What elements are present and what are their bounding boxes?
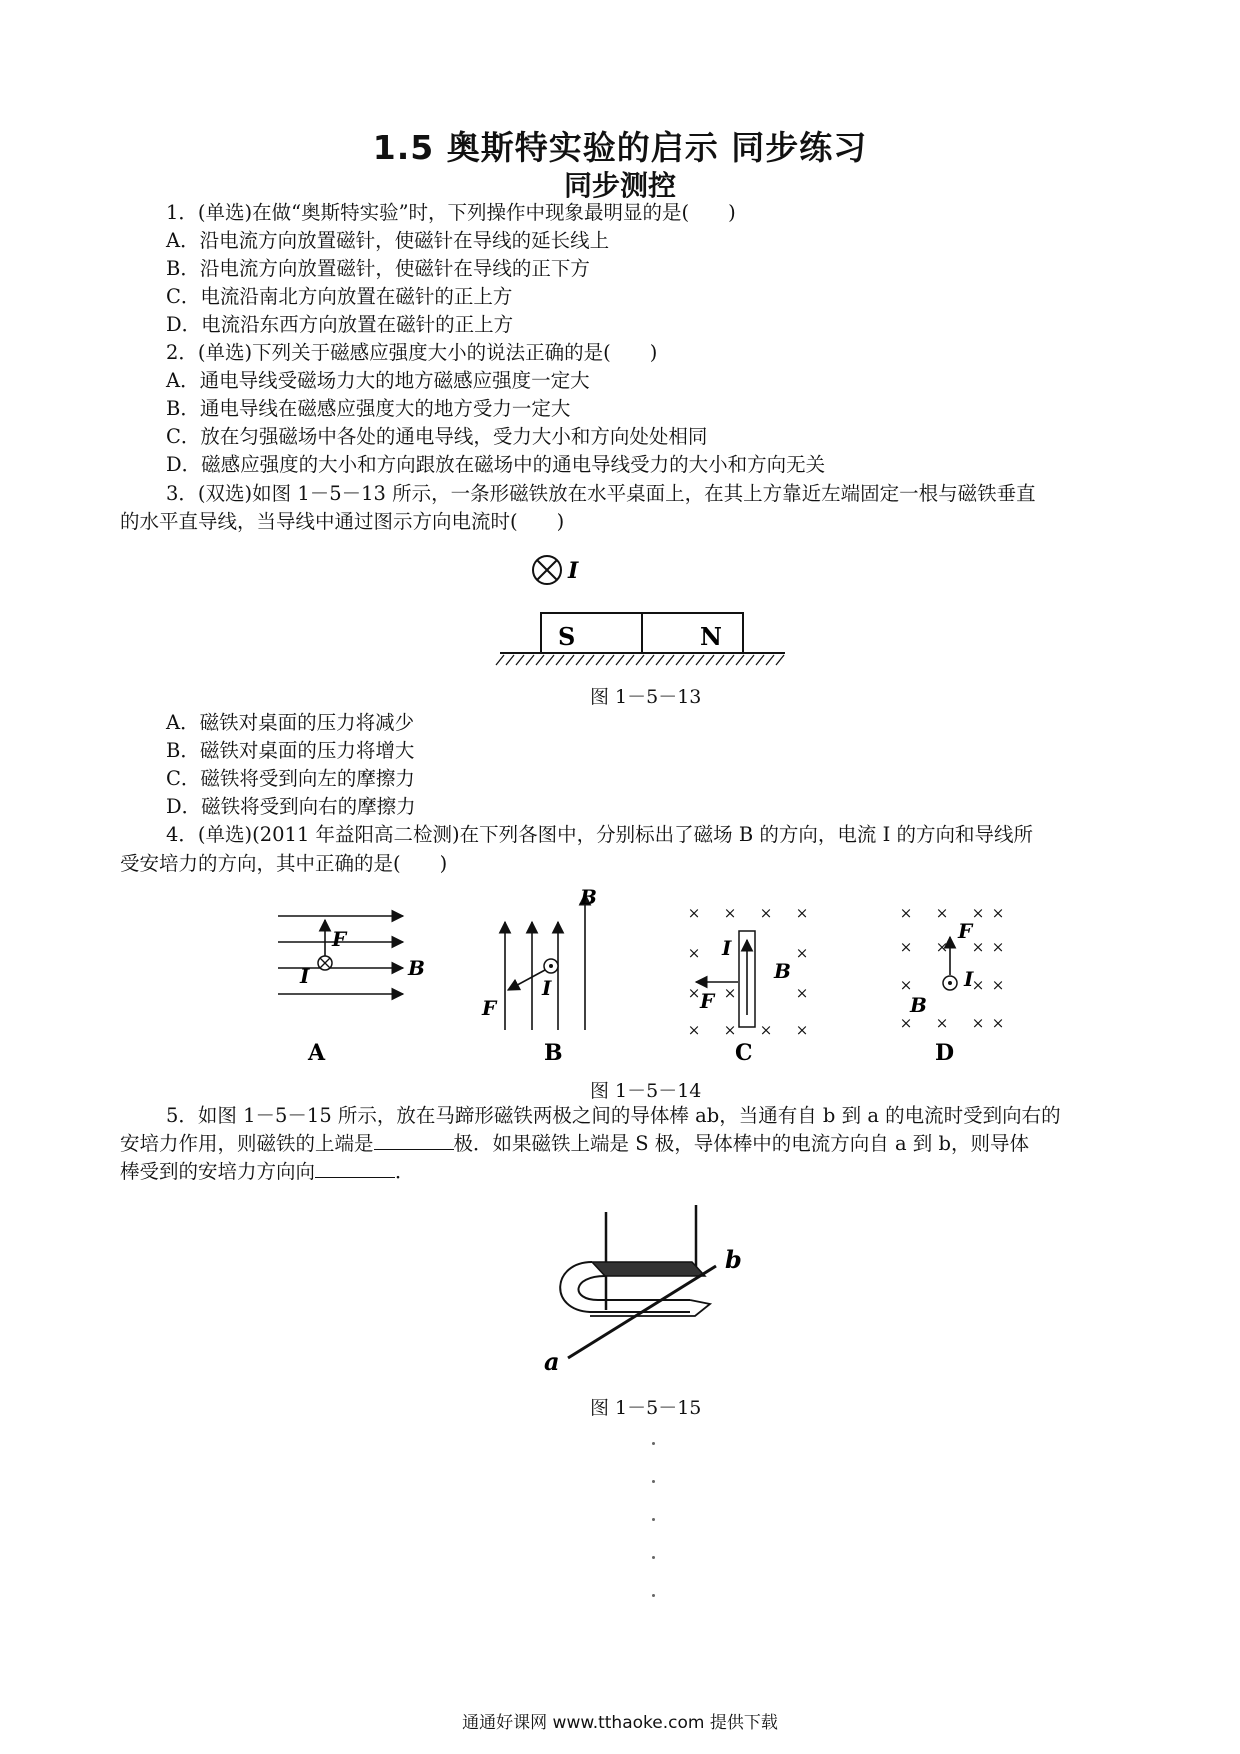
panel-c-diagram bbox=[688, 904, 809, 1066]
separator-dot bbox=[652, 1518, 655, 1521]
panel-c-label: C bbox=[735, 1040, 753, 1066]
panel-c-field-label: B bbox=[774, 959, 791, 983]
q2-stem: 2．(单选)下列关于磁感应强度大小的说法正确的是( ) bbox=[166, 341, 658, 364]
q2-option-b: B．通电导线在磁感应强度大的地方受力一定大 bbox=[166, 397, 571, 420]
svg-text:×: × bbox=[723, 904, 737, 922]
panel-b-field-label: B bbox=[580, 885, 597, 909]
panel-a-diagram bbox=[278, 916, 425, 1066]
svg-text:×: × bbox=[899, 976, 913, 994]
separator-dot bbox=[652, 1480, 655, 1483]
footer-credit: 通通好课网 www.tthaoke.com 提供下载 bbox=[462, 1713, 778, 1733]
svg-text:×: × bbox=[687, 904, 701, 922]
q4-stem-line2: 受安培力的方向，其中正确的是( ) bbox=[120, 852, 448, 875]
figure-1-5-14-caption: 图 1－5－14 bbox=[590, 1080, 702, 1102]
svg-text:×: × bbox=[935, 1014, 949, 1032]
separator-dot bbox=[652, 1594, 655, 1597]
q3-stem-line1: 3．(双选)如图 1－5－13 所示，一条形磁铁放在水平桌面上，在其上方靠近左端固定一根与磁铁垂直 bbox=[166, 482, 1036, 505]
q1-stem: 1．(单选)在做“奥斯特实验”时，下列操作中现象最明显的是( ) bbox=[166, 201, 736, 224]
svg-text:×: × bbox=[759, 1021, 773, 1039]
q3-stem-line2: 的水平直导线，当导线中通过图示方向电流时( ) bbox=[120, 510, 565, 533]
fig13-north-label: N bbox=[700, 622, 722, 651]
figure-1-5-13-caption: 图 1－5－13 bbox=[590, 686, 702, 708]
svg-text:×: × bbox=[991, 904, 1005, 922]
svg-text:×: × bbox=[687, 984, 701, 1002]
svg-text:×: × bbox=[991, 976, 1005, 994]
svg-text:×: × bbox=[899, 904, 913, 922]
q2-option-a: A．通电导线受磁场力大的地方磁感应强度一定大 bbox=[166, 369, 590, 392]
q1-option-d: D．电流沿东西方向放置在磁针的正上方 bbox=[166, 313, 514, 336]
svg-text:×: × bbox=[723, 984, 737, 1002]
q5-line3 bbox=[120, 1159, 415, 1185]
svg-text:×: × bbox=[971, 1014, 985, 1032]
figure-1-5-15-caption: 图 1－5－15 bbox=[590, 1397, 702, 1419]
svg-text:×: × bbox=[723, 1021, 737, 1039]
figure-1-5-13 bbox=[490, 545, 800, 670]
q3-option-b: B．磁铁对桌面的压力将增大 bbox=[166, 739, 415, 762]
panel-d-field-label: B bbox=[910, 993, 927, 1017]
panel-c-force-label: F bbox=[700, 989, 715, 1013]
figure-1-5-14 bbox=[260, 880, 1040, 1070]
q3-option-d: D．磁铁将受到向右的摩擦力 bbox=[166, 795, 416, 818]
page-subtitle: 同步测控 bbox=[563, 169, 676, 202]
panel-b-label: B bbox=[544, 1040, 563, 1066]
panel-b-force-label: F bbox=[482, 996, 497, 1020]
q5-line3-part2: ． bbox=[395, 1160, 415, 1183]
panel-b-current-label: I bbox=[542, 976, 552, 1000]
q5-line2 bbox=[120, 1131, 1029, 1157]
q5-line3-part1: 棒受到的安培力方向向 bbox=[120, 1160, 316, 1183]
figure-1-5-15 bbox=[530, 1200, 760, 1375]
q4-stem-line1: 4．(单选)(2011 年益阳高二检测)在下列各图中，分别标出了磁场 B 的方向，电流 I 的方向和导线所 bbox=[166, 823, 1033, 846]
svg-text:×: × bbox=[795, 984, 809, 1002]
panel-a-force-label: F bbox=[332, 927, 347, 951]
svg-text:×: × bbox=[759, 904, 773, 922]
fig15-a-label: a bbox=[544, 1347, 560, 1375]
q1-option-b: B．沿电流方向放置磁针，使磁针在导线的正下方 bbox=[166, 257, 590, 280]
q5-line2-part2: 极．如果磁铁上端是 S 极，导体棒中的电流方向自 a 到 b，则导体 bbox=[453, 1132, 1029, 1155]
page-title: 1.5 奥斯特实验的启示 同步练习 bbox=[372, 128, 868, 167]
panel-b-diagram bbox=[481, 885, 597, 1066]
svg-text:×: × bbox=[971, 976, 985, 994]
panel-a-field-label: B bbox=[408, 956, 425, 980]
svg-text:×: × bbox=[935, 938, 949, 956]
panel-c-current-label: I bbox=[722, 936, 732, 960]
q2-option-d: D．磁感应强度的大小和方向跟放在磁场中的通电导线受力的大小和方向无关 bbox=[166, 453, 826, 476]
q1-option-c: C．电流沿南北方向放置在磁针的正上方 bbox=[166, 285, 513, 308]
svg-text:×: × bbox=[971, 904, 985, 922]
q5-line1: 5．如图 1－5－15 所示，放在马蹄形磁铁两极之间的导体棒 ab，当通有自 b 到 a 的电流时受到向右的 bbox=[166, 1104, 1061, 1127]
svg-text:×: × bbox=[899, 938, 913, 956]
svg-text:×: × bbox=[991, 1014, 1005, 1032]
svg-text:×: × bbox=[795, 904, 809, 922]
svg-text:×: × bbox=[795, 1021, 809, 1039]
svg-text:×: × bbox=[991, 938, 1005, 956]
q5-answer-blank-1[interactable] bbox=[374, 1131, 454, 1150]
q1-option-a: A．沿电流方向放置磁针，使磁针在导线的延长线上 bbox=[166, 229, 610, 252]
panel-d-current-label: I bbox=[964, 967, 974, 991]
q3-option-a: A．磁铁对桌面的压力将减少 bbox=[166, 711, 415, 734]
separator-dot bbox=[652, 1556, 655, 1559]
svg-text:×: × bbox=[935, 904, 949, 922]
panel-a-label: A bbox=[308, 1040, 326, 1066]
separator-dot bbox=[652, 1442, 655, 1445]
svg-text:×: × bbox=[899, 1014, 913, 1032]
svg-text:×: × bbox=[971, 938, 985, 956]
q5-line2-part1: 安培力作用，则磁铁的上端是 bbox=[120, 1132, 374, 1155]
panel-d-force-label: F bbox=[958, 919, 973, 943]
svg-text:×: × bbox=[795, 944, 809, 962]
fig13-south-label: S bbox=[558, 622, 576, 651]
q2-option-c: C．放在匀强磁场中各处的通电导线，受力大小和方向处处相同 bbox=[166, 425, 708, 448]
panel-d-label: D bbox=[935, 1040, 955, 1066]
svg-text:×: × bbox=[687, 944, 701, 962]
panel-a-current-label: I bbox=[300, 964, 310, 988]
fig13-current-label: I bbox=[568, 558, 579, 584]
q3-option-c: C．磁铁将受到向左的摩擦力 bbox=[166, 767, 415, 790]
fig15-b-label: b bbox=[725, 1245, 742, 1274]
q5-answer-blank-2[interactable] bbox=[315, 1159, 395, 1178]
svg-text:×: × bbox=[687, 1021, 701, 1039]
panel-d-diagram bbox=[900, 904, 1005, 1066]
